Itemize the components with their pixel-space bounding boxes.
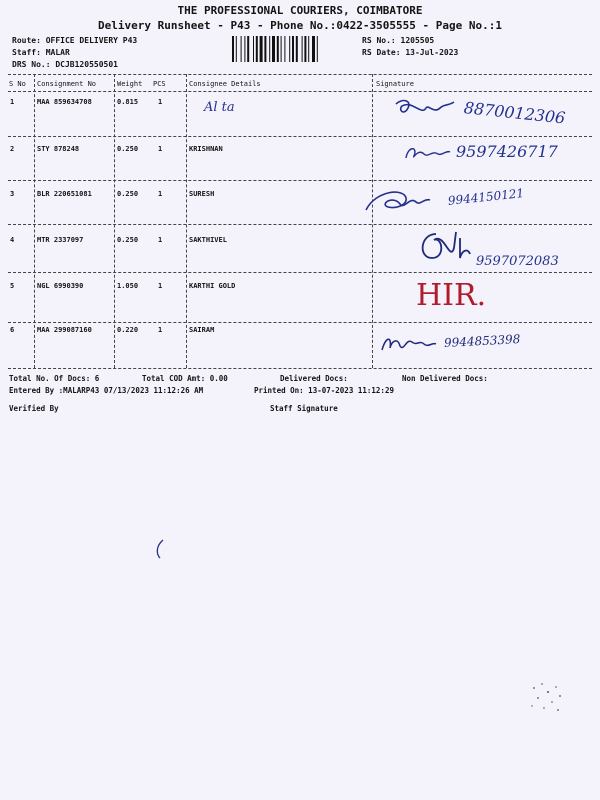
row-consignee: SAKTHIVEL: [189, 236, 227, 244]
row-sno: 4: [10, 236, 15, 244]
row-pcs: 1: [158, 326, 163, 334]
verified-by-label: Verified By: [9, 404, 59, 413]
row-pcs: 1: [158, 282, 163, 290]
signature-scribble: [392, 96, 462, 128]
row-separator: [8, 180, 592, 181]
col-header-pcs: PCS: [153, 80, 166, 88]
row-consignee: KARTHI GOLD: [189, 282, 236, 290]
signature-initials: HIR.: [416, 278, 487, 313]
row-pcs: 1: [158, 98, 163, 106]
col-header-consignment: Consignment No: [37, 80, 97, 88]
total-cod-amount: Total COD Amt: 0.00: [142, 374, 228, 383]
signature-phone: 9597426717: [456, 142, 558, 161]
signature-phone: 9944150121: [447, 186, 525, 208]
row-consignee: SAIRAM: [189, 326, 215, 334]
pen-mark: [154, 538, 166, 564]
printed-on: Printed On: 13-07-2023 11:12:29: [254, 386, 394, 395]
row-weight: 0.815: [117, 98, 139, 106]
row-separator: [8, 136, 592, 137]
row-pcs: 1: [158, 236, 163, 244]
row-sno: 3: [10, 190, 15, 198]
row-weight: 0.250: [117, 236, 139, 244]
staff-label: Staff: MALAR: [12, 48, 70, 57]
row-sno: 5: [10, 282, 15, 290]
row-pcs: 1: [158, 190, 163, 198]
staff-signature-label: Staff Signature: [270, 404, 338, 413]
col-header-weight: Weight: [117, 80, 143, 88]
row-pcs: 1: [158, 145, 163, 153]
row-weight: 0.220: [117, 326, 139, 334]
col-divider: [114, 74, 115, 368]
signature-scribble: [404, 142, 454, 168]
signature-phone: 9597072083: [476, 254, 559, 269]
row-weight: 1.050: [117, 282, 139, 290]
row-handwritten-consignee: Al ta: [204, 100, 235, 115]
signature-scribble: [364, 186, 444, 224]
runsheet-title: THE PROFESSIONAL COURIERS, COIMBATORE: [177, 4, 423, 17]
table-bottom-rule: [8, 368, 592, 369]
route-label: Route: OFFICE DELIVERY P43: [12, 36, 138, 45]
row-consignee: SURESH: [189, 190, 215, 198]
row-consignment-no: MAA 859634708: [37, 98, 92, 106]
row-consignment-no: BLR 220651081: [37, 190, 92, 198]
signature-phone: 9944853398: [443, 332, 521, 350]
runsheet-subtitle: Delivery Runsheet - P43 - Phone No.:0422-3505555 - Page No.:1: [98, 19, 502, 32]
row-weight: 0.250: [117, 145, 139, 153]
rs-number: RS No.: 1205505: [362, 36, 435, 45]
signature-scribble: [416, 228, 476, 268]
col-divider: [186, 74, 187, 368]
row-consignment-no: STY 878248: [37, 145, 80, 153]
row-separator: [8, 224, 592, 225]
row-sno: 6: [10, 326, 15, 334]
non-delivered-docs: Non Delivered Docs:: [402, 374, 488, 383]
barcode-image: [232, 36, 356, 62]
header-bottom-rule: [8, 91, 592, 92]
total-docs: Total No. Of Docs: 6: [9, 374, 100, 383]
signature-phone: 8870012306: [463, 98, 567, 128]
row-consignment-no: MTR 2337097: [37, 236, 84, 244]
scan-speckle: [528, 680, 568, 720]
row-consignment-no: NGL 6990390: [37, 282, 84, 290]
rs-date: RS Date: 13-Jul-2023: [362, 48, 459, 57]
signature-scribble: [380, 332, 440, 360]
delivered-docs: Delivered Docs:: [280, 374, 348, 383]
row-sno: 2: [10, 145, 15, 153]
col-header-signature: Signature: [376, 80, 414, 88]
drs-number: DRS No.: DCJB120550501: [12, 60, 118, 69]
row-separator: [8, 272, 592, 273]
col-header-sno: S No: [9, 80, 26, 88]
col-divider: [34, 74, 35, 368]
row-weight: 0.250: [117, 190, 139, 198]
row-separator: [8, 322, 592, 323]
row-consignment-no: MAA 299087160: [37, 326, 92, 334]
row-sno: 1: [10, 98, 15, 106]
entered-by: Entered By :MALARP43 07/13/2023 11:12:26 AM: [9, 386, 204, 395]
row-consignee: KRISHNAN: [189, 145, 223, 153]
header-top-rule: [8, 74, 592, 75]
col-header-consignee: Consignee Details: [189, 80, 261, 88]
